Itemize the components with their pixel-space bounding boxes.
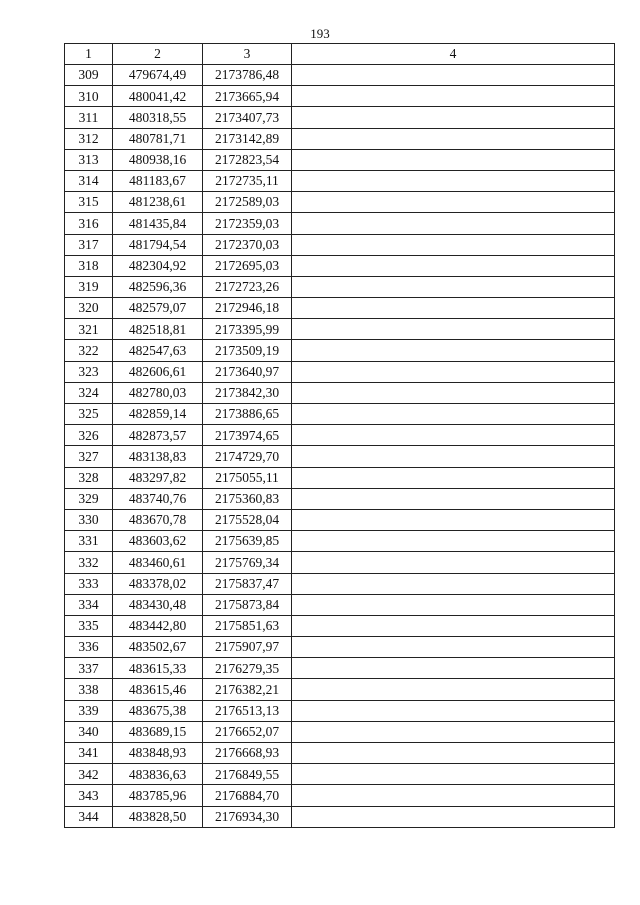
y-coordinate-cell: 2173407,73 (203, 107, 292, 128)
table-row (65, 170, 615, 191)
note-cell (292, 615, 615, 636)
x-coordinate-cell: 483675,38 (113, 700, 203, 721)
header-row (65, 44, 615, 65)
x-coordinate-cell: 483615,33 (113, 658, 203, 679)
table-row (65, 255, 615, 276)
x-coordinate-cell: 482859,14 (113, 404, 203, 425)
x-coordinate-cell: 482780,03 (113, 382, 203, 403)
point-number-cell: 327 (65, 446, 113, 467)
table-header (65, 44, 615, 65)
note-cell (292, 319, 615, 340)
note-cell (292, 488, 615, 509)
table-row (65, 107, 615, 128)
table-row (65, 65, 615, 86)
point-number-cell: 335 (65, 615, 113, 636)
x-coordinate-cell: 483670,78 (113, 509, 203, 530)
table-row (65, 361, 615, 382)
header-cell-3: 3 (203, 44, 292, 65)
y-coordinate-cell: 2176849,55 (203, 764, 292, 785)
point-number-cell: 325 (65, 404, 113, 425)
point-number-cell: 341 (65, 743, 113, 764)
y-coordinate-cell: 2173395,99 (203, 319, 292, 340)
point-number-cell: 314 (65, 170, 113, 191)
point-number-cell: 338 (65, 679, 113, 700)
point-number-cell: 324 (65, 382, 113, 403)
note-cell (292, 404, 615, 425)
x-coordinate-cell: 483828,50 (113, 806, 203, 827)
table-row (65, 658, 615, 679)
table-row (65, 128, 615, 149)
note-cell (292, 446, 615, 467)
x-coordinate-cell: 483615,46 (113, 679, 203, 700)
y-coordinate-cell: 2173509,19 (203, 340, 292, 361)
point-number-cell: 318 (65, 255, 113, 276)
point-number-cell: 343 (65, 785, 113, 806)
page-number: 193 (310, 26, 330, 41)
point-number-cell: 323 (65, 361, 113, 382)
y-coordinate-cell: 2173142,89 (203, 128, 292, 149)
y-coordinate-cell: 2173640,97 (203, 361, 292, 382)
y-coordinate-cell: 2172359,03 (203, 213, 292, 234)
point-number-cell: 315 (65, 192, 113, 213)
note-cell (292, 255, 615, 276)
note-cell (292, 721, 615, 742)
header-cell-4: 4 (292, 44, 615, 65)
note-cell (292, 679, 615, 700)
y-coordinate-cell: 2172735,11 (203, 170, 292, 191)
y-coordinate-cell: 2173842,30 (203, 382, 292, 403)
table-row (65, 340, 615, 361)
note-cell (292, 743, 615, 764)
point-number-cell: 340 (65, 721, 113, 742)
y-coordinate-cell: 2176668,93 (203, 743, 292, 764)
point-number-cell: 332 (65, 552, 113, 573)
y-coordinate-cell: 2175528,04 (203, 509, 292, 530)
y-coordinate-cell: 2173886,65 (203, 404, 292, 425)
table-row (65, 425, 615, 446)
y-coordinate-cell: 2175055,11 (203, 467, 292, 488)
note-cell (292, 382, 615, 403)
table-row (65, 679, 615, 700)
point-number-cell: 321 (65, 319, 113, 340)
x-coordinate-cell: 481435,84 (113, 213, 203, 234)
point-number-cell: 311 (65, 107, 113, 128)
y-coordinate-cell: 2174729,70 (203, 446, 292, 467)
point-number-cell: 344 (65, 806, 113, 827)
x-coordinate-cell: 483785,96 (113, 785, 203, 806)
x-coordinate-cell: 480781,71 (113, 128, 203, 149)
table-row (65, 276, 615, 297)
x-coordinate-cell: 483442,80 (113, 615, 203, 636)
y-coordinate-cell: 2176382,21 (203, 679, 292, 700)
point-number-cell: 316 (65, 213, 113, 234)
y-coordinate-cell: 2175837,47 (203, 573, 292, 594)
point-number-cell: 330 (65, 509, 113, 530)
x-coordinate-cell: 483378,02 (113, 573, 203, 594)
x-coordinate-cell: 482304,92 (113, 255, 203, 276)
note-cell (292, 86, 615, 107)
table-row (65, 319, 615, 340)
table-row (65, 234, 615, 255)
y-coordinate-cell: 2176279,35 (203, 658, 292, 679)
point-number-cell: 313 (65, 149, 113, 170)
note-cell (292, 785, 615, 806)
point-number-cell: 336 (65, 637, 113, 658)
point-number-cell: 317 (65, 234, 113, 255)
y-coordinate-cell: 2175873,84 (203, 594, 292, 615)
table-body (65, 65, 615, 828)
point-number-cell: 337 (65, 658, 113, 679)
x-coordinate-cell: 482873,57 (113, 425, 203, 446)
table-row (65, 192, 615, 213)
table-row (65, 785, 615, 806)
header-cell-1: 1 (65, 44, 113, 65)
table-row (65, 509, 615, 530)
note-cell (292, 509, 615, 530)
table-row (65, 213, 615, 234)
x-coordinate-cell: 481238,61 (113, 192, 203, 213)
table-row (65, 806, 615, 827)
note-cell (292, 658, 615, 679)
y-coordinate-cell: 2173665,94 (203, 86, 292, 107)
table-row (65, 467, 615, 488)
table-row (65, 721, 615, 742)
coordinates-table (64, 43, 615, 828)
table-row (65, 764, 615, 785)
x-coordinate-cell: 483138,83 (113, 446, 203, 467)
table-row (65, 446, 615, 467)
note-cell (292, 806, 615, 827)
note-cell (292, 467, 615, 488)
note-cell (292, 213, 615, 234)
y-coordinate-cell: 2175769,34 (203, 552, 292, 573)
x-coordinate-cell: 481794,54 (113, 234, 203, 255)
point-number-cell: 333 (65, 573, 113, 594)
note-cell (292, 149, 615, 170)
x-coordinate-cell: 483836,63 (113, 764, 203, 785)
x-coordinate-cell: 480041,42 (113, 86, 203, 107)
table-row (65, 488, 615, 509)
note-cell (292, 637, 615, 658)
y-coordinate-cell: 2176652,07 (203, 721, 292, 742)
table-row (65, 637, 615, 658)
x-coordinate-cell: 483848,93 (113, 743, 203, 764)
x-coordinate-cell: 482606,61 (113, 361, 203, 382)
point-number-cell: 312 (65, 128, 113, 149)
table-row (65, 86, 615, 107)
header-cell-2: 2 (113, 44, 203, 65)
x-coordinate-cell: 482518,81 (113, 319, 203, 340)
point-number-cell: 326 (65, 425, 113, 446)
x-coordinate-cell: 483502,67 (113, 637, 203, 658)
y-coordinate-cell: 2172589,03 (203, 192, 292, 213)
y-coordinate-cell: 2175639,85 (203, 531, 292, 552)
y-coordinate-cell: 2172723,26 (203, 276, 292, 297)
note-cell (292, 531, 615, 552)
point-number-cell: 329 (65, 488, 113, 509)
x-coordinate-cell: 483430,48 (113, 594, 203, 615)
point-number-cell: 309 (65, 65, 113, 86)
y-coordinate-cell: 2176513,13 (203, 700, 292, 721)
y-coordinate-cell: 2176884,70 (203, 785, 292, 806)
point-number-cell: 320 (65, 298, 113, 319)
x-coordinate-cell: 483603,62 (113, 531, 203, 552)
point-number-cell: 339 (65, 700, 113, 721)
note-cell (292, 65, 615, 86)
x-coordinate-cell: 483460,61 (113, 552, 203, 573)
y-coordinate-cell: 2175907,97 (203, 637, 292, 658)
note-cell (292, 298, 615, 319)
table-row (65, 149, 615, 170)
table-row (65, 382, 615, 403)
x-coordinate-cell: 482547,63 (113, 340, 203, 361)
table-row (65, 615, 615, 636)
x-coordinate-cell: 483297,82 (113, 467, 203, 488)
y-coordinate-cell: 2172695,03 (203, 255, 292, 276)
note-cell (292, 552, 615, 573)
point-number-cell: 334 (65, 594, 113, 615)
x-coordinate-cell: 480938,16 (113, 149, 203, 170)
note-cell (292, 107, 615, 128)
y-coordinate-cell: 2173786,48 (203, 65, 292, 86)
note-cell (292, 594, 615, 615)
table-row (65, 594, 615, 615)
y-coordinate-cell: 2172823,54 (203, 149, 292, 170)
point-number-cell: 319 (65, 276, 113, 297)
point-number-cell: 331 (65, 531, 113, 552)
x-coordinate-cell: 483740,76 (113, 488, 203, 509)
point-number-cell: 342 (65, 764, 113, 785)
y-coordinate-cell: 2172370,03 (203, 234, 292, 255)
note-cell (292, 764, 615, 785)
y-coordinate-cell: 2176934,30 (203, 806, 292, 827)
table-row (65, 404, 615, 425)
note-cell (292, 425, 615, 446)
y-coordinate-cell: 2175360,83 (203, 488, 292, 509)
point-number-cell: 310 (65, 86, 113, 107)
table-row (65, 573, 615, 594)
table-row (65, 743, 615, 764)
x-coordinate-cell: 480318,55 (113, 107, 203, 128)
y-coordinate-cell: 2172946,18 (203, 298, 292, 319)
table-row (65, 298, 615, 319)
note-cell (292, 170, 615, 191)
table-row (65, 700, 615, 721)
x-coordinate-cell: 482579,07 (113, 298, 203, 319)
point-number-cell: 328 (65, 467, 113, 488)
note-cell (292, 128, 615, 149)
note-cell (292, 276, 615, 297)
x-coordinate-cell: 483689,15 (113, 721, 203, 742)
note-cell (292, 340, 615, 361)
x-coordinate-cell: 479674,49 (113, 65, 203, 86)
x-coordinate-cell: 482596,36 (113, 276, 203, 297)
note-cell (292, 234, 615, 255)
note-cell (292, 573, 615, 594)
x-coordinate-cell: 481183,67 (113, 170, 203, 191)
point-number-cell: 322 (65, 340, 113, 361)
note-cell (292, 192, 615, 213)
y-coordinate-cell: 2175851,63 (203, 615, 292, 636)
note-cell (292, 700, 615, 721)
y-coordinate-cell: 2173974,65 (203, 425, 292, 446)
table-row (65, 531, 615, 552)
note-cell (292, 361, 615, 382)
table-row (65, 552, 615, 573)
